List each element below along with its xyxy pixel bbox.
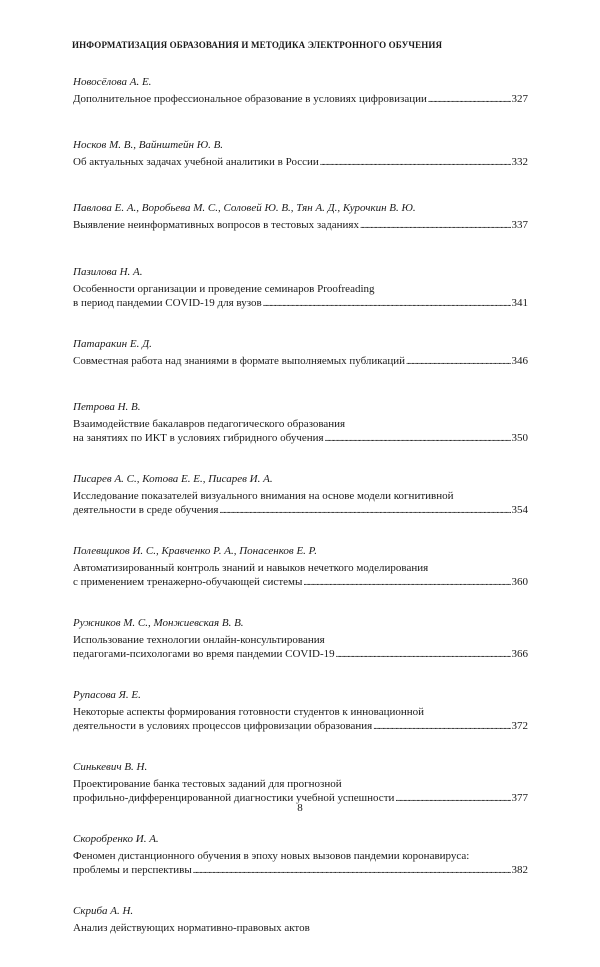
- toc-entry-title-text: Дополнительное профессиональное образование в условиях цифровизации: [73, 93, 427, 105]
- toc-entry-title-text: Об актуальных задачах учебной аналитики в России: [73, 156, 319, 169]
- toc-entry-title-text: Выявление неинформативных вопросов в тестовых заданиях: [73, 219, 359, 232]
- toc-entry-title-last-line: [73, 719, 528, 733]
- toc-entry-title-last-line: [73, 575, 528, 589]
- toc-entry-page[interactable]: 341: [511, 296, 528, 309]
- toc-entry-title-text: деятельности в среде обучения: [73, 503, 219, 516]
- toc-entry[interactable]: [73, 201, 528, 264]
- toc-entry-authors: Скоробренко И. А.: [73, 832, 159, 845]
- toc-entry-page[interactable]: 360: [511, 575, 528, 588]
- toc-entry[interactable]: [73, 760, 528, 832]
- toc-entry[interactable]: [73, 832, 528, 904]
- toc-entry-page[interactable]: 382: [511, 863, 528, 876]
- toc-entry-title-last-line: [73, 92, 528, 106]
- dot-leader: [360, 218, 511, 232]
- toc-entry-title-text: на занятиях по ИКТ в условиях гибридного обучения: [73, 431, 324, 444]
- toc-entry-title-last-line: [73, 218, 528, 232]
- toc-entry-title-line: Автоматизированный контроль знаний и навыков нечеткого моделирования: [73, 561, 429, 574]
- dot-leader: [219, 503, 510, 517]
- dot-leader: [336, 647, 511, 661]
- toc-entry-authors: Пазилова Н. А.: [73, 265, 143, 278]
- dot-leader: [428, 92, 511, 106]
- toc-entry-page[interactable]: 327: [511, 93, 528, 105]
- toc-entry-title-text: Анализ действующих нормативно-правовых актов: [73, 921, 310, 934]
- table-of-contents: [73, 75, 528, 967]
- toc-entry-title-text: профильно-дифференцированной диагностики учебной успешности: [73, 791, 395, 804]
- toc-entry-page[interactable]: 354: [511, 503, 528, 516]
- toc-entry[interactable]: [73, 400, 528, 472]
- toc-entry-authors: Новосёлова А. Е.: [73, 76, 152, 88]
- toc-entry-page[interactable]: 337: [511, 219, 528, 232]
- toc-entry-page[interactable]: 377: [511, 791, 528, 804]
- toc-entry-authors: Павлова Е. А., Воробьева М. С., Соловей Ю. В., Тян А. Д., Курочкин В. Ю.: [73, 202, 416, 215]
- toc-entry-title-last-line: [73, 863, 528, 877]
- toc-entry-title-line: Особенности организации и проведение семинаров Proofreading: [73, 282, 375, 295]
- toc-entry[interactable]: [73, 544, 528, 616]
- toc-entry[interactable]: [73, 472, 528, 544]
- toc-entry-page[interactable]: 372: [511, 719, 528, 732]
- dot-leader: [373, 719, 510, 733]
- toc-entry-authors: Писарев А. С., Котова Е. Е., Писарев И. А.: [73, 472, 273, 485]
- toc-entry-authors: Синькевич В. Н.: [73, 760, 148, 773]
- toc-entry-title-text: педагогами-психологами во время пандемии COVID-19: [73, 647, 335, 660]
- toc-entry[interactable]: [73, 688, 528, 760]
- toc-entry-title-text: проблемы и перспективы: [73, 863, 192, 876]
- toc-entry-page[interactable]: 350: [511, 431, 528, 444]
- toc-entry-page[interactable]: 366: [511, 647, 528, 660]
- toc-entry[interactable]: [73, 337, 528, 400]
- toc-entry-authors: Ружников М. С., Монжиевская В. В.: [73, 616, 244, 629]
- toc-entry-title-line: Взаимодействие бакалавров педагогического образования: [73, 417, 346, 430]
- toc-entry-title-last-line: [73, 354, 528, 368]
- toc-entry-authors: Носков М. В., Вайнштейн Ю. В.: [73, 139, 224, 152]
- toc-entry-title-line: Исследование показателей визуального внимания на основе модели когнитивной: [73, 489, 454, 502]
- toc-entry-title-text: с применением тренажерно-обучающей системы: [73, 575, 303, 588]
- running-header: ИНФОРМАТИЗАЦИЯ ОБРАЗОВАНИЯ И МЕТОДИКА ЭЛЕКТРОННОГО ОБУЧЕНИЯ: [72, 40, 443, 50]
- toc-entry[interactable]: [73, 265, 528, 337]
- toc-entry-title-last-line: [73, 647, 528, 661]
- toc-entry[interactable]: [73, 138, 528, 201]
- toc-entry-page[interactable]: 346: [511, 354, 528, 367]
- toc-entry-authors: Скриба А. Н.: [73, 904, 134, 917]
- toc-entry[interactable]: [73, 75, 528, 138]
- toc-entry-title-last-line: [73, 431, 528, 445]
- dot-leader: [325, 431, 511, 445]
- toc-entry-title-text: деятельности в условиях процессов цифровизации образования: [73, 719, 373, 732]
- page-number: 8: [297, 802, 303, 814]
- toc-entry-title-last-line: [73, 296, 528, 310]
- dot-leader: [193, 863, 511, 877]
- dot-leader: [303, 575, 510, 589]
- toc-entry-title-last-line: [73, 921, 528, 935]
- toc-entry[interactable]: [73, 904, 528, 967]
- toc-entry-title-line: Феномен дистанционного обучения в эпоху новых вызовов пандемии коронавируса:: [73, 849, 470, 862]
- toc-entry-authors: Петрова Н. В.: [73, 400, 141, 413]
- dot-leader: [320, 155, 511, 169]
- toc-entry-page[interactable]: 332: [511, 156, 528, 169]
- dot-leader: [406, 354, 510, 368]
- toc-entry-title-line: Использование технологии онлайн-консультирования: [73, 633, 325, 646]
- toc-entry-title-last-line: [73, 503, 528, 517]
- toc-entry-authors: Патаракин Е. Д.: [73, 337, 152, 350]
- toc-entry-title-last-line: [73, 155, 528, 169]
- toc-entry-title-text: в период пандемии COVID-19 для вузов: [73, 296, 262, 309]
- dot-leader: [263, 296, 511, 310]
- toc-entry-title-text: Совместная работа над знаниями в формате выполняемых публикаций: [73, 354, 406, 367]
- toc-entry-authors: Полевщиков И. С., Кравченко Р. А., Понасенков Е. Р.: [73, 544, 318, 557]
- toc-entry[interactable]: [73, 616, 528, 688]
- toc-entry-authors: Рупасова Я. Е.: [73, 688, 141, 701]
- toc-entry-title-line: Проектирование банка тестовых заданий для прогнозной: [73, 777, 342, 790]
- toc-entry-title-line: Некоторые аспекты формирования готовности студентов к инновационной: [73, 705, 425, 718]
